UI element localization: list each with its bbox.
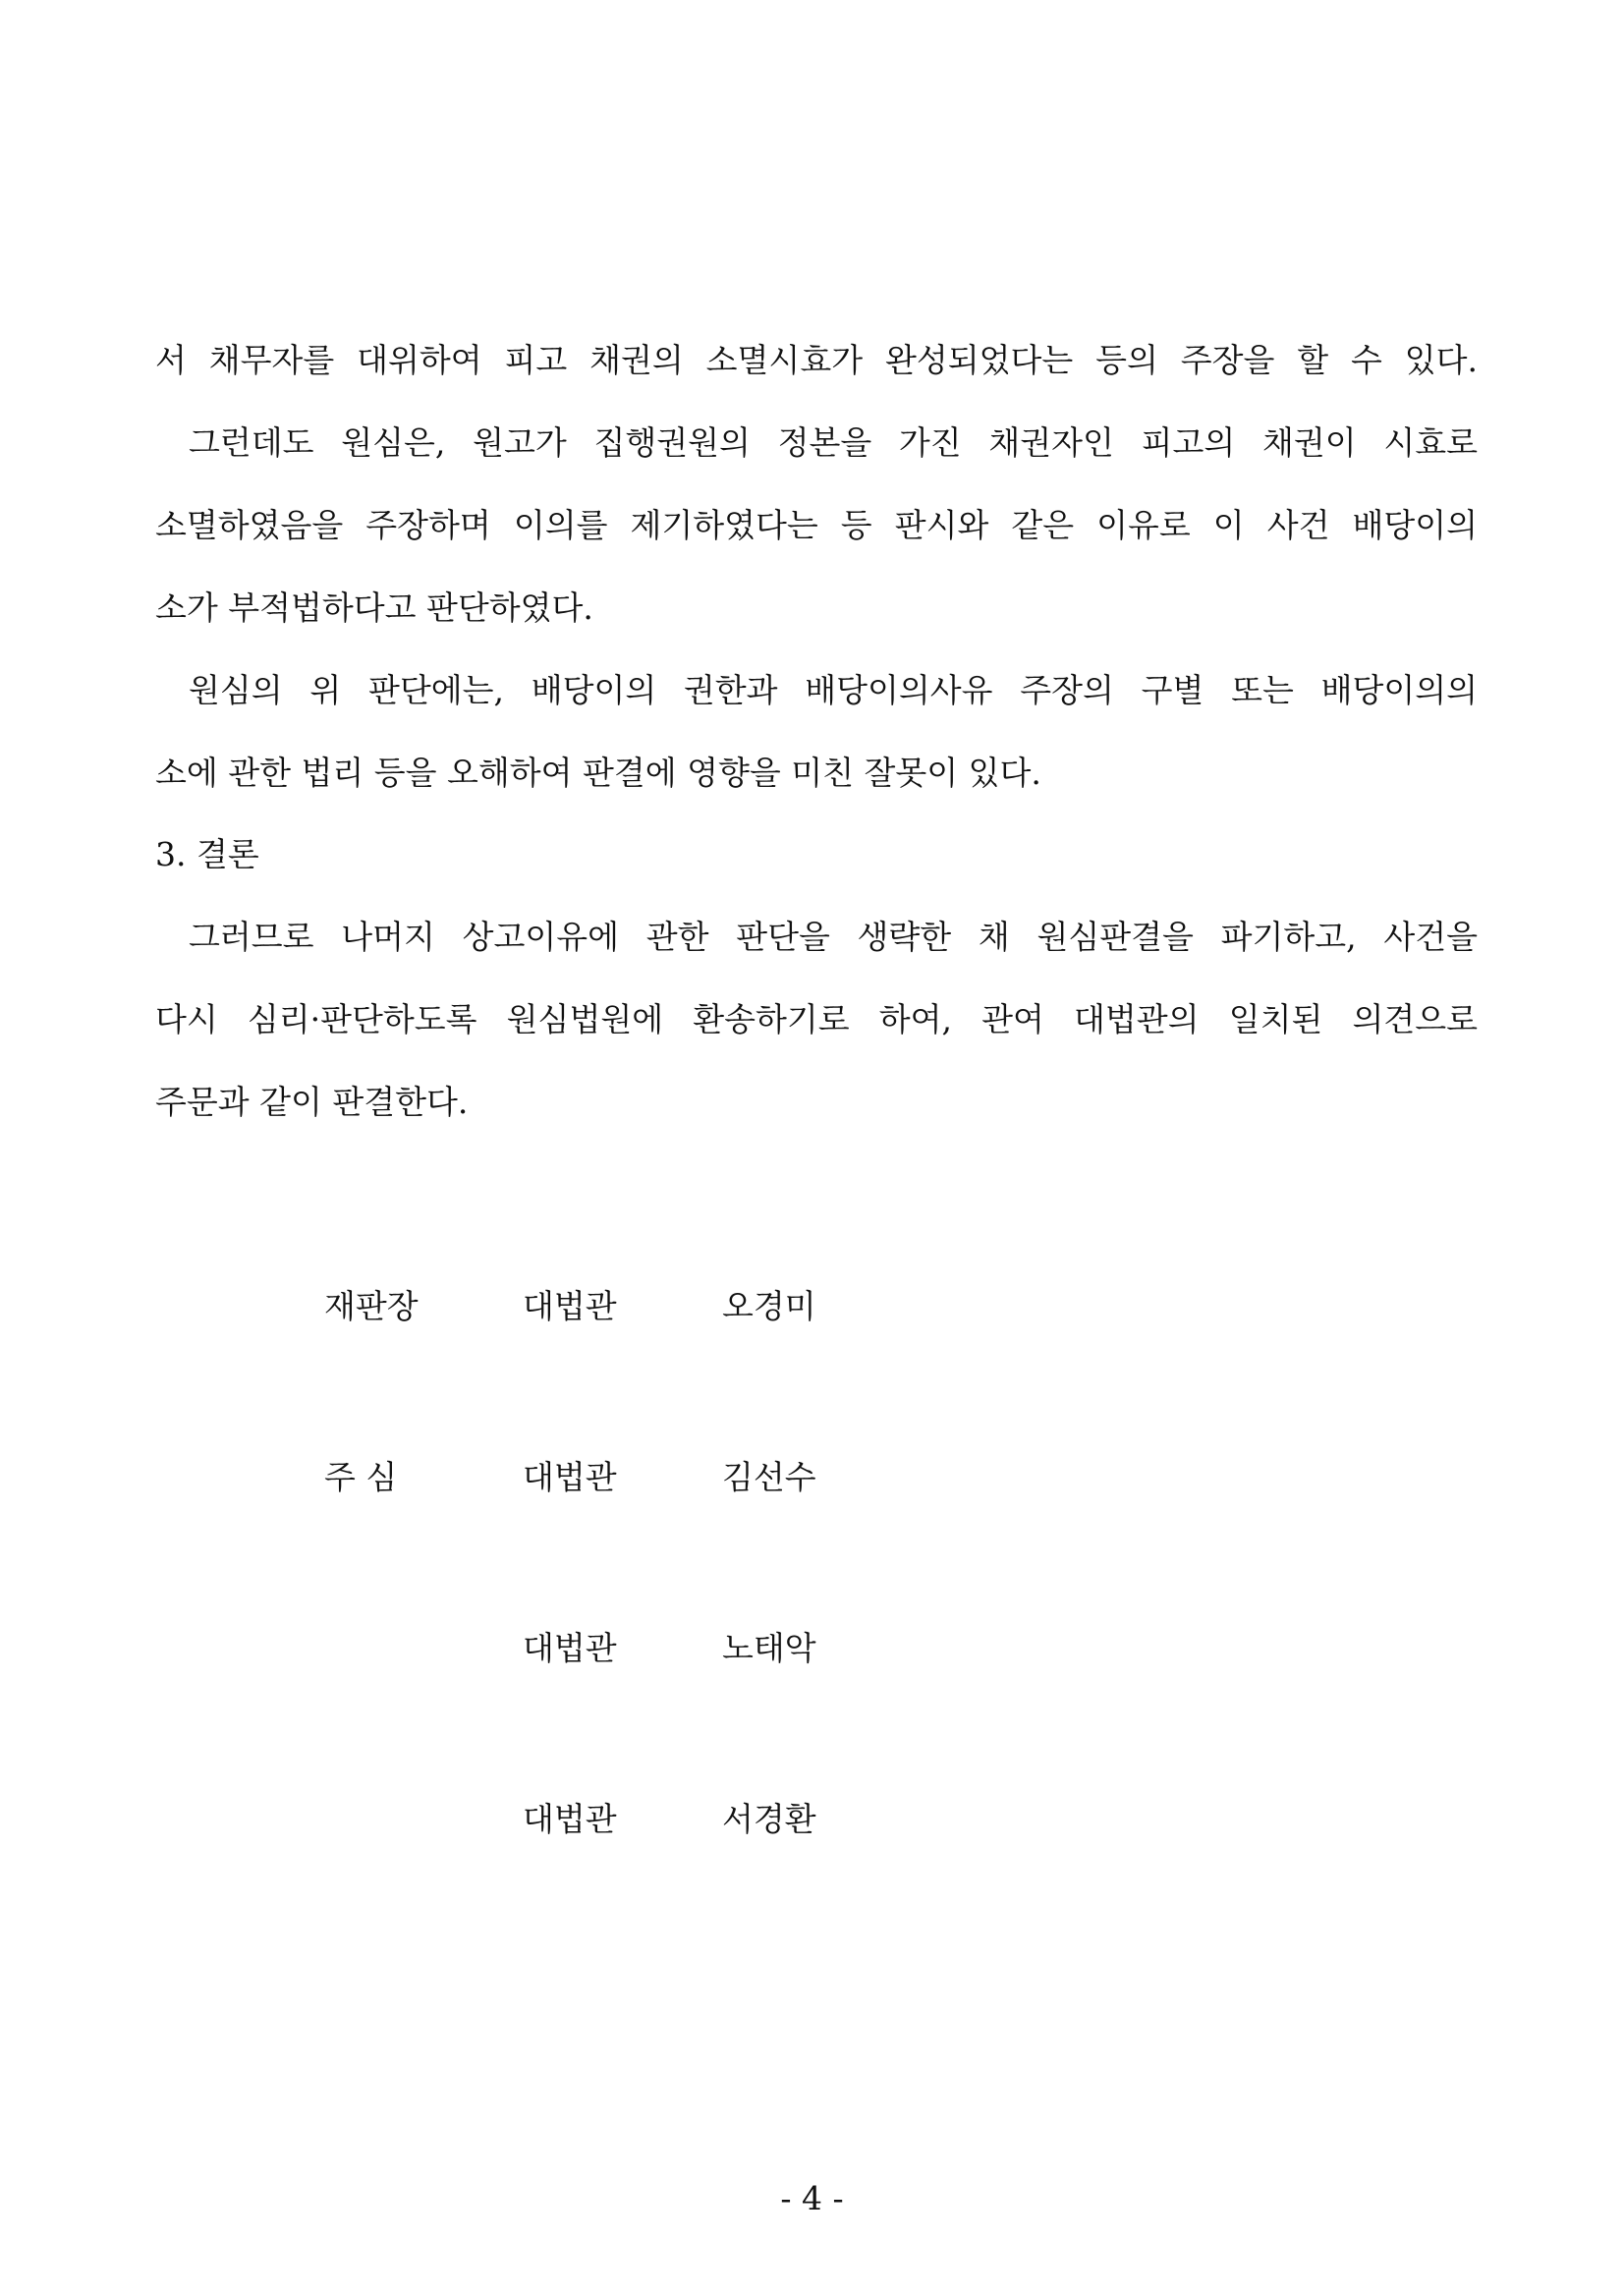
body-line: 소에 관한 법리 등을 오해하여 판결에 영향을 미친 잘못이 있다. (155, 754, 1041, 792)
body-line: 그러므로 나머지 상고이유에 관한 판단을 생략한 채 원심판결을 파기하고, 사건을 (189, 918, 1478, 956)
body-line: 원심의 위 판단에는, 배당이의 권한과 배당이의사유 주장의 구별 또는 배당이의의 (189, 671, 1478, 709)
body-line: 서 채무자를 대위하여 피고 채권의 소멸시효가 완성되었다는 등의 주장을 할 수 있다. (155, 341, 1478, 379)
signature-title: 대법관 (523, 1800, 617, 1838)
signature-name: 노태악 (722, 1629, 816, 1667)
signature-title: 대법관 (523, 1287, 617, 1325)
signature-title: 대법관 (523, 1629, 617, 1667)
body-line: 소가 부적법하다고 판단하였다. (155, 588, 593, 627)
signature-title: 대법관 (523, 1458, 617, 1496)
section-heading: 3. 결론 (155, 835, 259, 873)
page-number: - 4 - (780, 2179, 844, 2217)
body-line: 다시 심리·판단하도록 원심법원에 환송하기로 하여, 관여 대법관의 일치된 의견으로 (155, 1000, 1478, 1038)
signature-name: 서경환 (722, 1800, 816, 1838)
signature-role: 주 심 (324, 1458, 398, 1496)
body-line: 주문과 같이 판결한다. (155, 1083, 469, 1121)
signature-name: 김선수 (722, 1458, 816, 1496)
signature-role: 재판장 (324, 1287, 419, 1325)
body-line: 그런데도 원심은, 원고가 집행권원의 정본을 가진 채권자인 피고의 채권이 시효로 (189, 423, 1478, 462)
body-line: 소멸하였음을 주장하며 이의를 제기하였다는 등 판시와 같은 이유로 이 사건 배당이의 (155, 506, 1478, 544)
signature-name: 오경미 (722, 1287, 816, 1325)
